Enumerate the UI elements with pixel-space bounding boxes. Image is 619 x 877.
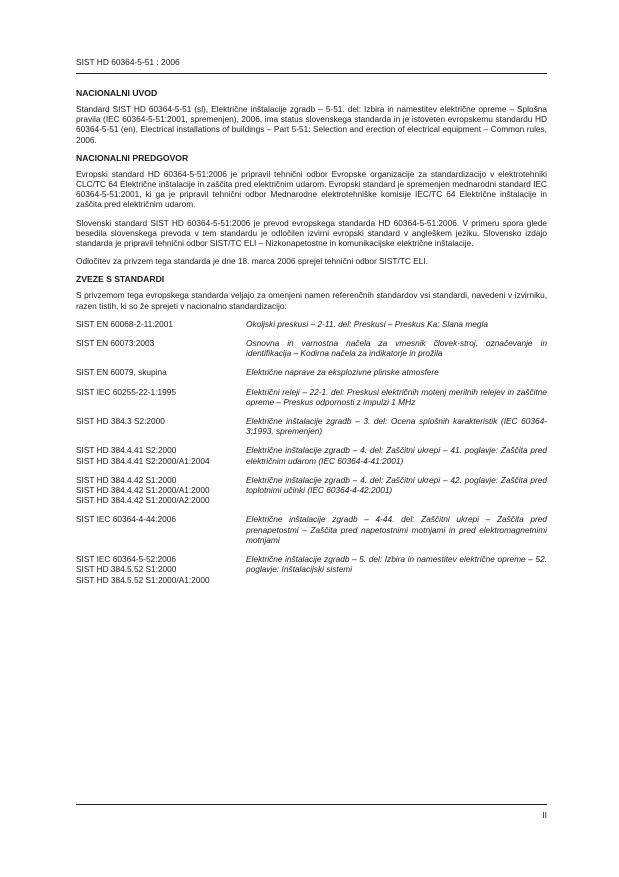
paragraph: Slovenski standard SIST HD 60364-5-51:2006 je prevod evropskega standarda HD 60364-5-51:2006. V primeru spora glede besedila slovenskega prevoda v tem standardu je odločilen izvirni evropski standard v angleškem jeziku. Slovensko izdajo standarda je pripravil tehnični odbor SIST/TC ELI – Nizkonapetostne in komunikacijske električne inštalacije. <box>76 217 547 249</box>
reference-code: SIST EN 60073:2003 <box>76 338 155 349</box>
reference-title: Električne inštalacije zgradb – 4-44. del: Zaščitni ukrepi – Zaščita pred prenapetostmi – Zaščita pred napetostnimi motnjami in pred elektromagnetnimi motnjami <box>246 514 547 545</box>
paragraph: Standard SIST HD 60364-5-51 (sl), Električne inštalacije zgradb – 5-51. del: Izbira in namestitev električne opreme – Splošna pravila (IEC 60364-5-51:2001, spremenjen), 2006, ima status slovenskega standarda in je istoveten evropskemu standardu HD 60364-5-51 (en), Electrical installations of buildings – Part 5-51: Selection and erection of electrical equipment – Common rules, 2006. <box>76 104 547 145</box>
section-zveze-s-standardi <box>76 274 547 593</box>
reference-code: SIST EN 60068-2-11:2001 <box>76 318 174 329</box>
reference-codes <box>76 416 246 445</box>
paragraph: Odločitev za privzem tega standarda je dne 18. marca 2006 sprejel tehnični odbor SIST/TC ELI. <box>76 256 428 267</box>
reference-row <box>76 319 547 338</box>
reference-codes <box>76 514 246 554</box>
reference-codes <box>76 387 246 416</box>
reference-codes <box>76 367 246 386</box>
reference-title: Električne naprave za eksplozivne plinske atmosfere <box>246 367 439 378</box>
reference-row <box>76 367 547 386</box>
section-heading: NACIONALNI UVOD <box>76 88 158 98</box>
page-number: II <box>542 810 547 820</box>
reference-code: SIST IEC 60364-4-44:2006 <box>76 514 176 525</box>
reference-row <box>76 514 547 554</box>
header-rule <box>76 73 547 74</box>
references-table <box>76 319 547 594</box>
reference-code: SIST HD 384.5.52 S1:2000 <box>76 564 177 575</box>
section-heading: ZVEZE S STANDARDI <box>76 274 165 285</box>
reference-title: Električne inštalacije zgradb – 4. del: Zaščitni ukrepi – 42. poglavje: Zaščita pred toplotnimi učinki (IEC 60364-4-42:2001) <box>246 474 547 496</box>
reference-title: Električne inštalacije zgradb – 4. del: Zaščitni ukrepi – 41. poglavje: Zaščita pred električnim udarom (IEC 60364-4-41:2001) <box>246 445 547 466</box>
reference-title: Osnovna in varnostna načela za vmesnik človek-stroj, označevanje in identifikacija – Kodirna načela za indikatorje in prožila <box>246 338 547 359</box>
section-nacionalni-uvod <box>76 88 547 145</box>
reference-codes <box>76 554 246 594</box>
running-header: SIST HD 60364-5-51 : 2006 <box>76 57 180 67</box>
reference-title: Električni releji – 22-1. del: Preskusi električnih motenj merilnih relejev in zaščitne opreme – Preskus odpornosti z impulzi 1 MHz <box>246 386 547 407</box>
reference-row <box>76 554 547 594</box>
reference-row <box>76 416 547 445</box>
section-heading: NACIONALNI PREDGOVOR <box>76 152 189 163</box>
reference-title: Električne inštalacije zgradb – 3. del: Ocena splošnih karakteristik (IEC 60364-3:1993, spremenjen) <box>246 416 547 437</box>
reference-code: SIST IEC 60364-5-52:2006 <box>76 554 176 565</box>
reference-codes <box>76 475 246 515</box>
page-content <box>76 88 547 598</box>
reference-codes <box>76 445 246 474</box>
reference-code: SIST IEC 60255-22-1:1995 <box>76 386 176 397</box>
reference-row <box>76 475 547 515</box>
paragraph: S privzemom tega evropskega standarda veljajo za omenjeni namen referenčnih standardov vsi standardi, navedeni v izvirniku, razen tistih, ki so že sprejeti v nacionalno standardizacijo: <box>76 290 547 311</box>
reference-title: Električne inštalacije zgradb – 5. del: Izbira in namestitev električne opreme – 52. poglavje: Inštalacijski sistemi <box>246 554 547 575</box>
reference-row <box>76 387 547 416</box>
footer-rule <box>76 804 547 805</box>
reference-codes <box>76 338 246 367</box>
reference-code: SIST HD 384.4.41 S2:2000 <box>76 445 177 456</box>
reference-code: SIST HD 384.3 S2:2000 <box>76 416 165 427</box>
reference-title: Okoljski preskusi – 2-11. del: Preskusi – Preskus Ka: Slana megla <box>246 318 488 329</box>
reference-row <box>76 445 547 474</box>
reference-row <box>76 338 547 367</box>
section-nacionalni-predgovor <box>76 153 547 267</box>
reference-code: SIST HD 384.4.42 S1:2000/A1:2000 <box>76 485 210 496</box>
reference-code: SIST HD 384.5.52 S1:2000/A1:2000 <box>76 574 210 585</box>
paragraph: Evropski standard HD 60364-5-51:2006 je pripravil tehnični odbor Evropske organizacije za standardizacijo v elektrotehniki CLC/TC 64 Električne inštalacije in zaščita pred električnim udarom. Evropski standard je spremenjen mednarodni standard IEC 60364-5-51:2001, ki ga je pripravil tehnični odbor Mednarodne elektrotehniške komisije IEC/TC 64 Električne inštalacije in zaščita pred električnim udarom. <box>76 168 547 210</box>
reference-code: SIST HD 384.4.42 S1:2000 <box>76 474 177 485</box>
reference-codes <box>76 319 246 338</box>
reference-code: SIST HD 384.4.41 S2:2000/A1:2004 <box>76 455 210 466</box>
reference-code: SIST HD 384.4.42 S1:2000/A2:2000 <box>76 495 210 506</box>
reference-code: SIST EN 60079, skupina <box>76 367 167 378</box>
